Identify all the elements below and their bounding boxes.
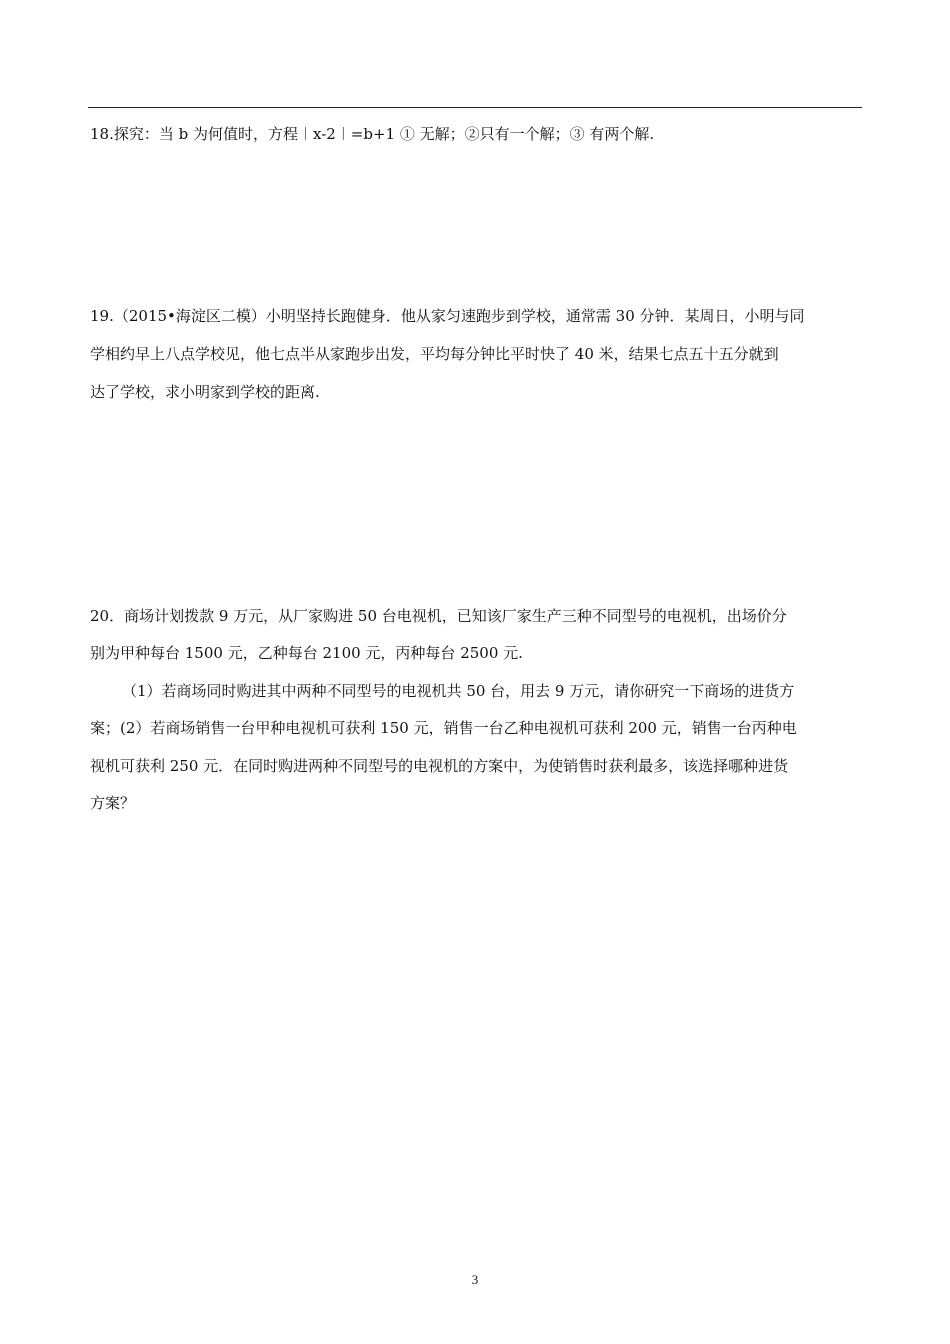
question-20-line-2: 别为甲种每台 1500 元，乙种每台 2100 元，丙种每台 2500 元. [90,644,523,662]
question-20-line-1: 20．商场计划拨款 9 万元，从厂家购进 50 台电视机，已知该厂家生产三种不同型号的电视机，出场价分 [90,607,787,625]
question-20-line-4: 案；(2）若商场销售一台甲种电视机可获利 150 元，销售一台乙种电视机可获利 200 元，销售一台丙种电 [90,719,797,737]
header-rule [88,107,862,108]
question-20-line-6: 方案？ [90,794,136,812]
page-number: 3 [471,1272,479,1287]
question-20-line-5: 视机可获利 250 元．在同时购进两种不同型号的电视机的方案中，为使销售时获利最多，该选择哪种进货 [90,757,789,775]
question-19-line-1: 19.（2015•海淀区二模）小明坚持长跑健身．他从家匀速跑步到学校，通常需 30 分钟．某周日，小明与同 [90,307,805,325]
question-19-line-3: 达了学校，求小明家到学校的距离. [90,383,320,401]
question-19-line-2: 学相约早上八点学校见，他七点半从家跑步出发，平均每分钟比平时快了 40 米，结果七点五十五分就到 [90,345,779,363]
question-20-line-3: （1）若商场同时购进其中两种不同型号的电视机共 50 台，用去 9 万元，请你研究一下商场的进货方 [122,682,795,700]
question-18: 18.探究：当 b 为何值时，方程︱x-2︱=b+1 ① 无解；②只有一个解；③ 有两个解. [90,125,655,143]
